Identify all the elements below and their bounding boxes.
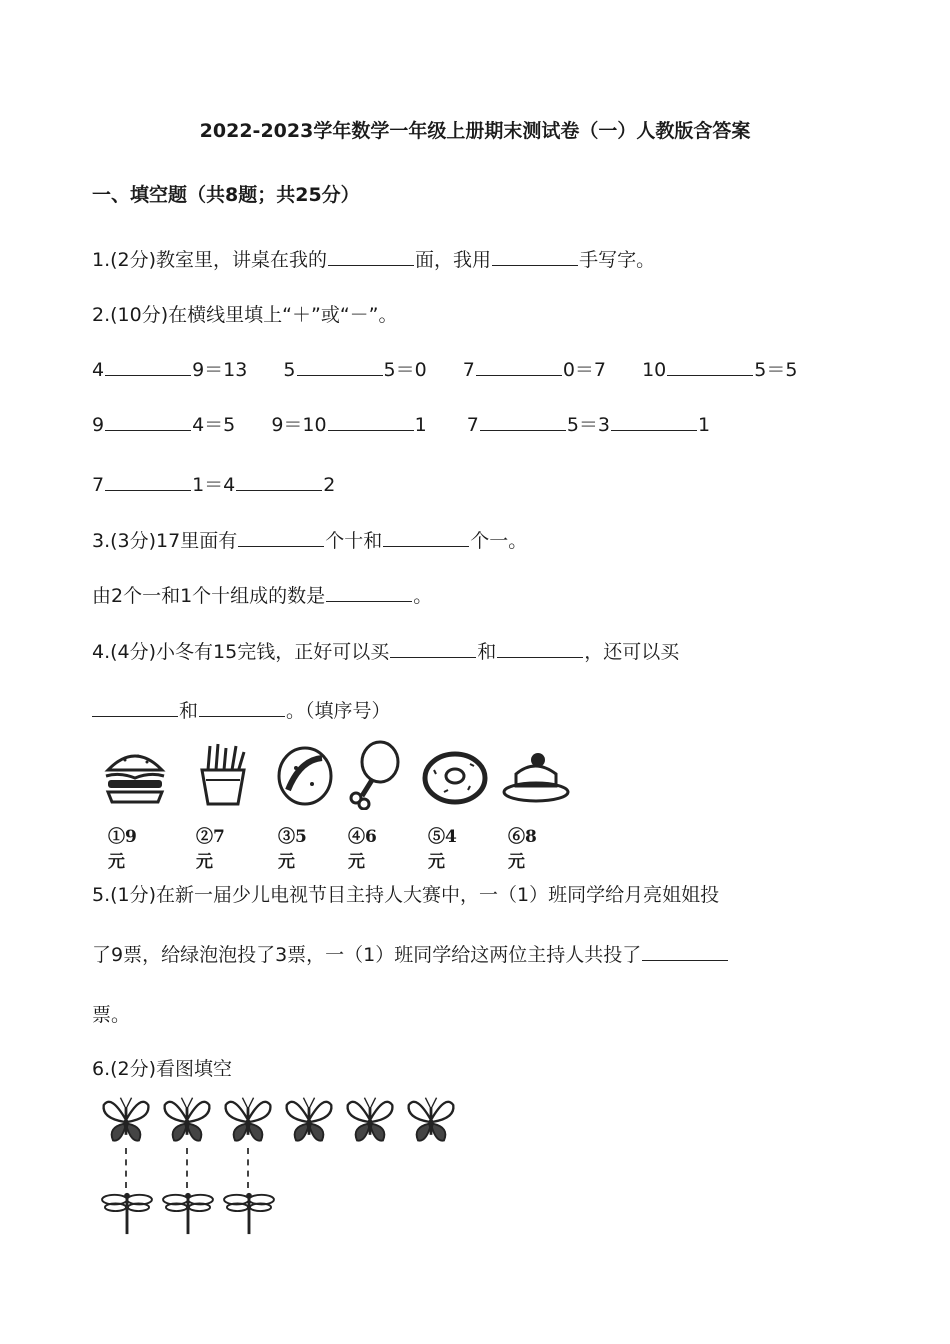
item-1-price: ①9元 <box>108 827 137 872</box>
butterfly-icon <box>161 1094 213 1146</box>
document-title: 2022-2023学年数学一年级上册期末测试卷（一）人教版含答案 <box>199 120 751 142</box>
answer-blank[interactable] <box>236 489 322 491</box>
question-5: 5.(1分)在新一届少儿电视节目主持人大赛中，一（1）班同学给月亮姐姐投 <box>92 884 720 906</box>
answer-blank[interactable] <box>238 545 324 547</box>
dashed-connector <box>247 1148 249 1188</box>
answer-blank[interactable] <box>497 656 583 658</box>
answer-blank[interactable] <box>328 264 414 266</box>
dragonfly-icon <box>222 1190 276 1236</box>
butterfly-icon <box>283 1094 335 1146</box>
item-6-price: ⑥8元 <box>508 827 537 872</box>
answer-blank[interactable] <box>199 715 285 717</box>
answer-blank[interactable] <box>297 374 383 376</box>
question-5-part-2: 了9票，给绿泡泡投了3票，一（1）班同学给这两位主持人共投了 <box>92 940 729 967</box>
cake-icon <box>500 740 570 810</box>
dashed-connector <box>125 1148 127 1188</box>
question-4: 4.(4分)小冬有15完钱，正好可以买 和 ，还可以买 <box>92 641 680 663</box>
answer-blank[interactable] <box>105 429 191 431</box>
question-2: 2.(10分)在横线里填上“＋”或“－”。 <box>92 304 398 326</box>
butterfly-icon <box>100 1094 152 1146</box>
question-5-part-3: 票。 <box>92 1004 131 1026</box>
question-1: 1.(2分)教室里，讲桌在我的 面，我用 手写字。 <box>92 249 656 271</box>
question-3-part-2: 由2个一和1个十组成的数是 。 <box>92 585 433 607</box>
question-2-row-3: 7 1＝4 2 <box>92 474 336 496</box>
answer-blank[interactable] <box>92 715 178 717</box>
french-fries-icon <box>188 740 258 810</box>
answer-blank[interactable] <box>328 429 414 431</box>
answer-blank[interactable] <box>476 374 562 376</box>
answer-blank[interactable] <box>667 374 753 376</box>
item-5-price: ⑤4元 <box>428 827 457 872</box>
dragonfly-icon <box>100 1190 154 1236</box>
butterfly-icon <box>344 1094 396 1146</box>
dashed-connector <box>186 1148 188 1188</box>
answer-blank[interactable] <box>326 600 412 602</box>
item-2-price: ②7元 <box>196 827 225 872</box>
butterfly-icon <box>405 1094 457 1146</box>
donut-icon <box>420 740 490 810</box>
answer-blank[interactable] <box>105 374 191 376</box>
butterfly-dragonfly-figure <box>100 1092 480 1242</box>
question-6: 6.(2分)看图填空 <box>92 1058 233 1080</box>
dragonfly-icon <box>161 1190 215 1236</box>
item-4-price: ④6元 <box>348 827 377 872</box>
answer-blank[interactable] <box>383 545 469 547</box>
answer-blank[interactable] <box>105 489 191 491</box>
butterfly-icon <box>222 1094 274 1146</box>
question-2-row-2: 9 4＝5 9＝10 1 7 5＝3 1 <box>92 414 711 436</box>
answer-blank[interactable] <box>642 959 728 961</box>
chicken-leg-icon <box>340 740 410 810</box>
answer-blank[interactable] <box>480 429 566 431</box>
question-2-row-1: 4 9＝13 5 5＝0 7 0＝7 10 5＝5 <box>92 359 798 381</box>
answer-blank[interactable] <box>611 429 697 431</box>
taco-icon <box>270 740 340 810</box>
item-3-price: ③5元 <box>278 827 307 872</box>
hamburger-icon <box>100 740 170 810</box>
question-4-part-2: 和 。（填序号） <box>92 696 391 723</box>
section-heading: 一、填空题（共8题；共25分） <box>92 184 360 206</box>
answer-blank[interactable] <box>492 264 578 266</box>
answer-blank[interactable] <box>390 656 476 658</box>
question-3: 3.(3分)17里面有 个十和 个一。 <box>92 530 528 552</box>
